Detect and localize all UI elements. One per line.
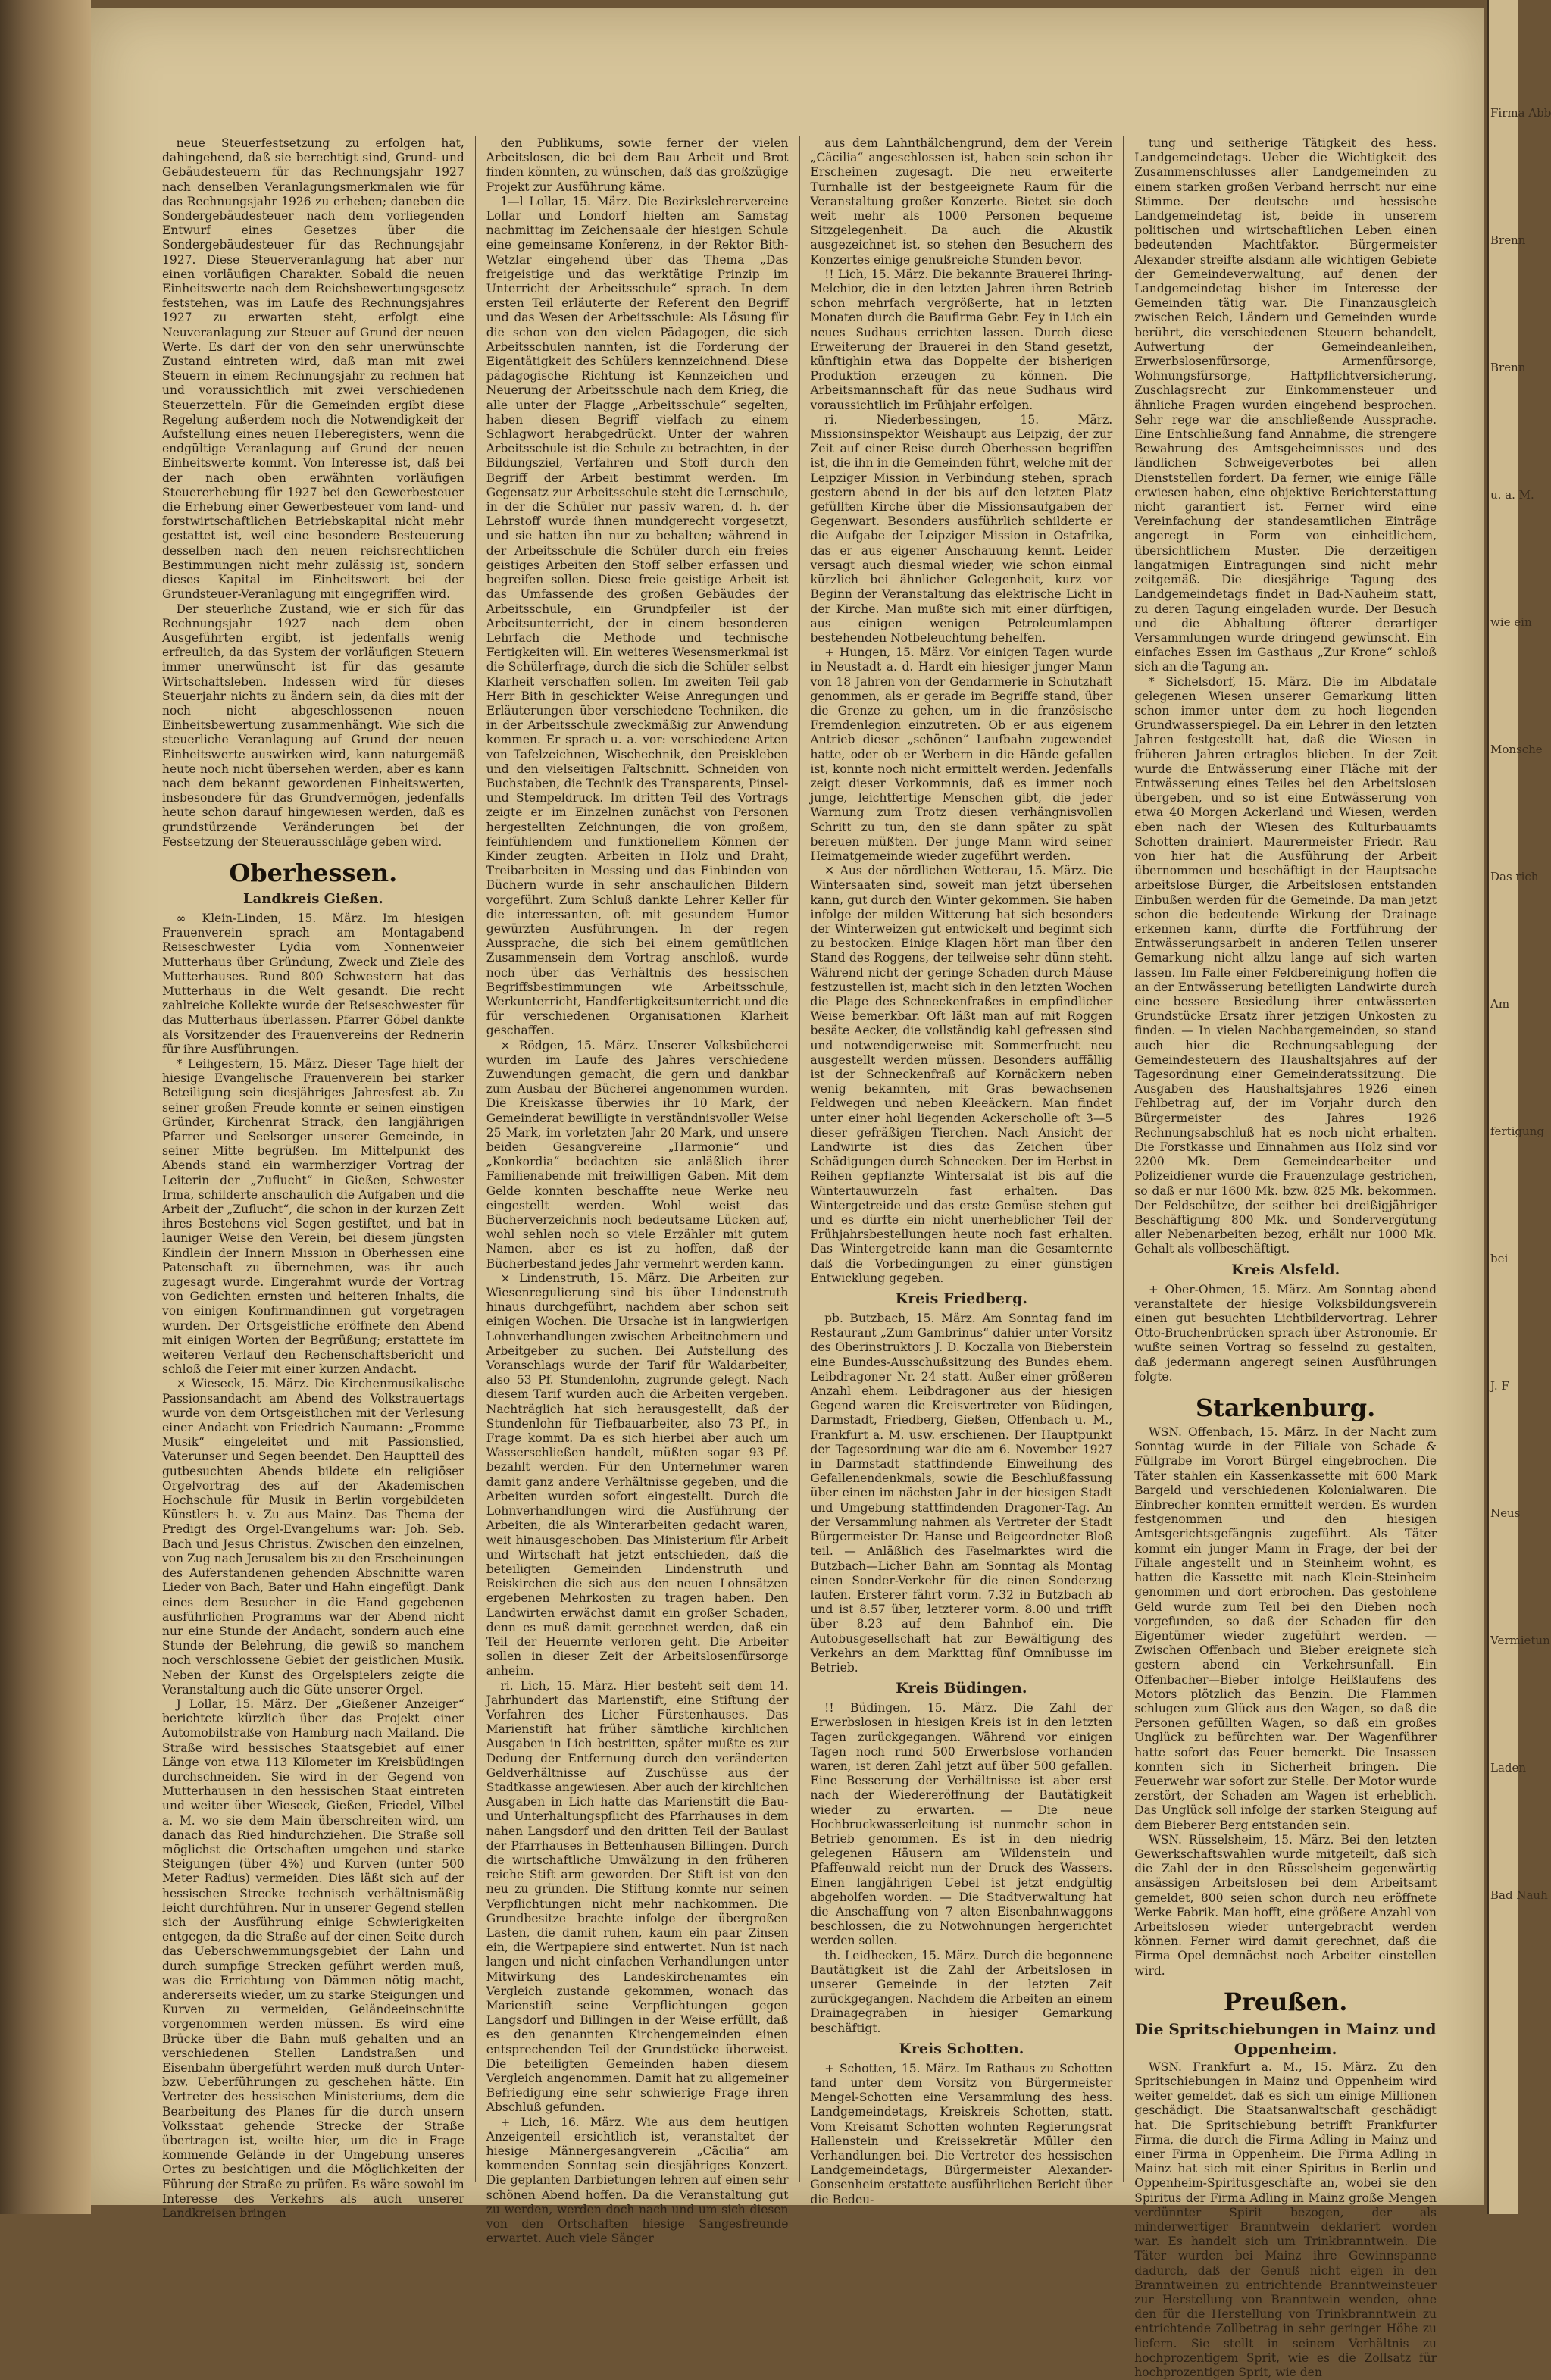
adjacent-page-fragment: Laden (1490, 1761, 1527, 1775)
article-paragraph: neue Steuerfestsetzung zu erfolgen hat, dahingehend, daß sie berechtigt sind, Grund- und Gebäudesteuern für das Rechnungsjahr 1927 nach denselben Veranlagungsmerkmalen wie für das Rechnungsjahr 1926 zu erheben; daneben die Sondergebäudesteuer nach dem vorliegenden Entwurf eines Gesetzes über die Sondergebäudesteuer für das Rechnungsjahr 1927. Diese Steuerveranlagung hat aber nur einen vorläufigen Charakter. Sobald die neuen Einheitswerte nach dem Reichsbewertungsgesetz feststehen, was im Laufe des Rechnungsjahres 1927 zu erwarten steht, erfolgt eine Neuveranlagung zur Steuer auf Grund der neuen Werte. Es darf der von den sehr unerwünschte Zustand eintreten wird, daß man mit zwei Steuern in einem Rechnungsjahr zu rechnen hat und voraussichtlich mit zwei verschiedenen Steuerzetteln. Für die Gemeinden ergibt diese Regelung außerdem noch die Notwendigkeit der Aufstellung eines neuen Heberegisters, wenn die endgültige Veranlagung auf Grund der neuen Einheitswerte kommt. Von Interesse ist, daß bei der nach oben erwähnten vorläufigen Steuererhebung für 1927 bei den Gewerbesteuer die Erhebung einer Gewerbesteuer vom land- und forstwirtschaftlichen Betriebskapital nicht mehr gestattet ist, weil eine besondere Besteuerung desselben nach den neuen reichsrechtlichen Bestimmungen nicht mehr zulässig ist, sondern dieses Kapital im Einheitswert bei der Grundsteuer-Veranlagung mit eingegriffen wird. (162, 136, 464, 602)
column-1 (152, 136, 476, 2221)
article-paragraph: den Publikums, sowie ferner der vielen Arbeitslosen, die bei dem Bau Arbeit und Brot finden könnten, zu wünschen, daß das großzügige Projekt zur Ausführung käme. (486, 136, 789, 194)
adjacent-page-fragment: Brenn (1490, 233, 1526, 247)
column-3 (800, 136, 1124, 2206)
adjacent-page-fragment: Monsche (1490, 743, 1543, 756)
district-heading: Kreis Büdingen. (896, 1680, 1027, 1697)
article-paragraph: ∞ Klein-Linden, 15. März. Im hiesigen Frauenverein sprach am Montagabend Reiseschwester Lydia vom Nonnenweier Mutterhaus über Gründung, Zweck und Ziele des Mutterhauses. Rund 800 Schwestern hat das Mutterhaus in die Welt gesandt. Die recht zahlreiche Kollekte wurde der Reiseschwester für das Mutterhaus überlassen. Pfarrer Göbel dankte als Vorsitzender des Frauenvereins der Rednerin für ihre Ausführungen. (162, 911, 464, 1056)
article-paragraph: * Sichelsdorf, 15. März. Die im Albdatale gelegenen Wiesen unserer Gemarkung litten schon immer unter dem zu hoch liegenden Grundwasserspiegel. Da ein Lehrer in den letzten Jahren festgestellt hat, daß die Wiesen in früheren Jahren ertraglos blieben. In der Zeit wurde die Entwässerung einer Fläche mit der Entwässerung eines Teiles bei den Arbeitslosen übergeben, und so ist eine Entwässerung von etwa 40 Morgen Ackerland und Wiesen, werden eben nach der Wiesen des Kulturbauamts Schotten drainiert. Maurermeister Friedr. Rau von hier hat die Ausführung der Arbeit übernommen und beschäftigt in der Hauptsache arbeitslose Bürger, die Arbeitslosen entstanden Einbußen werden für die Gemeinde. Da man jetzt schon die bedeutende Wirkung der Drainage erkennen kann, dürfte die Fortführung der Entwässerungsarbeit in anderen Teilen unserer Gemarkung nicht allzu lange auf sich warten lassen. Im Falle einer Feldbereinigung hoffen die an der Entwässerung beteiligten Landwirte durch eine bessere Besiedlung ihrer entwässerten Grundstücke Ersatz ihrer jetzigen Unkosten zu finden. — In vielen Nachbargemeinden, so stand auch hier die Rechnungsablegung der Gemeindesteuern des Haushaltsjahres auf der Tagesordnung einer Gemeinderatssitzung. Die Ausgaben des Haushaltsjahres 1926 einen Fehlbetrag auf, der im Vorjahr durch den Bürgermeister des Jahres 1926 Rechnungsabschluß hat es noch nicht erhalten. Die Forstkasse und Einnahmen aus Holz sind vor 2200 Mk. Dem Gemeindearbeiter und Polizeidiener wurde die Frauenzulage gestrichen, so daß er nur 1600 Mk. bzw. 825 Mk. bekommen. Der Feldschütze, der seither bei dreißigjähriger Beschäftigung 800 Mk. und Sondervergütung aller Nebenarbeiten bezog, erhält nur 1000 Mk. Gehalt als vollbeschäftigt. (1134, 674, 1437, 1256)
column-2 (476, 136, 800, 2246)
district-heading: Kreis Alsfeld. (1231, 1261, 1340, 1278)
article-paragraph: 1—l Lollar, 15. März. Die Bezirkslehrervereine Lollar und Londorf hielten am Samstag nachmittag im Zeichensaale der hiesigen Schule eine gemeinsame Konferenz, in der Rektor Bith-Wetzlar eingehend über das Thema „Das freigeistige und das werktätige Prinzip im Unterricht der Arbeitsschule“ sprach. In dem ersten Teil erläuterte der Referent den Begriff und das Wesen der Arbeitsschule: Als Lösung für die schon von den vielen Pädagogen, die sich Arbeitsschulen nannten, ist die Forderung der Eigentätigkeit des Schülers kennzeichnend. Diese pädagogische Richtung ist Kennzeichen und Neuerung der Arbeitsschule nach dem Krieg, die alle unter der Flagge „Arbeitsschule“ segelten, haben diesen Begriff vielfach zu einem Schlagwort herabgedrückt. Unter der wahren Arbeitsschule ist die Schule zu betrachten, in der Bildungsziel, Verfahren und Stoff durch den Begriff der Arbeit bestimmt werden. Im Gegensatz zur Arbeitsschule steht die Lernschule, in der die Schüler nur passiv waren, d. h. der Lehrstoff wurde ihnen mundgerecht vorgesetzt, und sie hatten ihn nur zu behalten; während in der Arbeitsschule die Schüler durch ein freies geistiges Arbeiten den Stoff selber erfassen und begreifen sollen. Diese freie geistige Arbeit ist das Umfassende des großen Gebäudes der Arbeitsschule, ein Grundpfeiler ist der Arbeitsunterricht, der in einem besonderen Lehrfach die Methode und technische Fertigkeiten will. Ein weiteres Wesensmerkmal ist die Schülerfrage, durch die sich die Schüler selbst Klarheit verschaffen sollen. Im zweiten Teil gab Herr Bith in geschickter Weise Anregungen und Erläuterungen über verschiedene Techniken, die in der Arbeitsschule zweckmäßig zur Anwendung kommen. Er sprach u. a. vor: verschiedene Arten von Tafelzeichnen, Wischechnik, den Preiskleben und den vielseitigen Faltschnitt. Schneiden von Buchstaben, die Technik des Transparents, Pinsel- und Stempeldruck. Im dritten Teil des Vortrags zeigte er im Einzelnen zunächst von Personen hergestellten Zeichnungen, die von großem, feinfühlendem und funktionellem Können der Kinder zeugten. Arbeiten in Holz und Draht, Treibarbeiten in Messing und das Einbinden von Büchern wurde in sehr anschaulichen Bildern vorgeführt. Zum Schluß dankte Lehrer Keller für die interessanten, oft mit gesundem Humor gewürzten Ausführungen. In der regen Aussprache, die sich bei einem gemütlichen Zusammensein dem Vortrag anschloß, wurde noch über das Verhältnis des hessischen Begriffsbestimmungen wie Arbeitsschule, Werkunterricht, Handfertigkeitsunterricht und die für verschiedenen Organisationen Klarheit geschaffen. (486, 194, 789, 1038)
article-paragraph: ✕ Aus der nördlichen Wetterau, 15. März. Die Wintersaaten sind, soweit man jetzt übersehen kann, gut durch den Winter gekommen. Sie haben infolge der milden Witterung hat sich besonders der Winterweizen gut entwickelt und beginnt sich zu bestocken. Einige Klagen hört man über den Stand des Roggens, der teilweise sehr dünn steht. Während nicht der geringe Schaden durch Mäuse festzustellen ist, macht sich in den letzten Wochen die Plage des Schneckenfraßes in empfindlicher Weise bemerkbar. Oft läßt man auf mit Roggen besäte Aecker, die vollständig kahl gefressen sind und notwendigerweise mit Sommerfrucht neu ausgestellt werden müssen. Besonders auffällig ist der Schneckenfraß auf Kornäckern neben wenig bekannten, mit Gras bewachsenen Feldwegen und neben Kleeäckern. Man findet unter einer hohl liegenden Ackerscholle oft 3—5 dieser gefräßigen Tierchen. Nach Ansicht der Landwirte ist dies das Zeichen über Schädigungen durch Schnecken. Der im Herbst in Reihen gepflanzte Wintersalat ist bis auf die Wintertauwurzeln fast erhalten. Das Wintergetreide und das erste Gemüse stehen gut und es dürfte ein nicht unerheblicher Teil der Frühjahrsbestellungen heute noch fast erhalten. Das Wintergetreide kann man die Gesamternte daß die Vorbedingungen zu einer günstigen Entwicklung gegeben. (810, 864, 1113, 1285)
book-binding (0, 0, 91, 2214)
adjacent-page-fragment: Am (1490, 997, 1510, 1011)
article-paragraph: * Leihgestern, 15. März. Dieser Tage hielt der hiesige Evangelische Frauenverein bei starker Beteiligung sein diesjähriges Jahresfest ab. Zu seiner großen Freude konnte er seinen einstigen Gründer, Kirchenrat Strack, den langjährigen Pfarrer und Seelsorger unserer Gemeinde, in seiner Mitte begrüßen. Im Mittelpunkt des Abends stand ein warmherziger Vortrag der Leiterin der „Zuflucht“ in Gießen, Schwester Irma, schilderte anschaulich die Aufgaben und die Arbeit der „Zuflucht“, die schon in der kurzen Zeit ihres Bestehens viel Segen gestiftet, und bat in launiger Weise den Verein, bei diesem jüngsten Kindlein der Innern Mission in Oberhessen eine Patenschaft zu übernehmen, was ihr auch zugesagt wurde. Eingerahmt wurde der Vortrag von Gedichten ernsten und heiteren Inhalts, die von einigen Konfirmandinnen gut vorgetragen wurden. Der Ortsgeistliche eröffnete den Abend mit einigen Worten der Begrüßung; erstattete im weiteren Verlauf den Rechenschaftsbericht und schloß die Feier mit einer kurzen Andacht. (162, 1056, 464, 1377)
adjacent-page-fragment: Brenn (1490, 361, 1526, 374)
article-paragraph: ri. Niederbessingen, 15. März. Missionsinspektor Weishaupt aus Leipzig, der zur Zeit auf einer Reise durch Oberhessen begriffen ist, die ihn in die Gemeinden führt, welche mit der Leipziger Mission in Verbindung stehen, sprach gestern abend in der bis auf den letzten Platz gefüllten Kirche über die Missionsaufgaben der Gegenwart. Besonders ausführlich schilderte er die Aufgabe der Leipziger Mission in Ostafrika, das er aus eigener Anschauung kennt. Leider versagt auch diesmal wieder, wie schon einmal kürzlich bei ähnlicher Gelegenheit, kurz vor Beginn der Veranstaltung das elektrische Licht in der Kirche. Man mußte sich mit einer dürftigen, aus einigen wenigen Petroleumlampen bestehenden Notbeleuchtung behelfen. (810, 412, 1113, 645)
newspaper-page (91, 8, 1484, 2380)
article-headline: Die Spritschiebungen in Mainz und Oppenheim. (1134, 2019, 1437, 2058)
adjacent-page-fragment: wie ein (1490, 615, 1532, 629)
article-paragraph: pb. Butzbach, 15. März. Am Sonntag fand im Restaurant „Zum Gambrinus“ dahier unter Vorsitz des Oberinstruktors J. D. Koczalla von Bieberstein eine Bundes-Ausschußsitzung des Bundes ehem. Leibdragoner Nr. 24 statt. Außer einer größeren Anzahl ehem. Leibdragoner aus der hiesigen Gegend waren die Kreisvertreter von Büdingen, Darmstadt, Friedberg, Gießen, Offenbach u. M., Frankfurt a. M. usw. erschienen. Der Hauptpunkt der Tagesordnung war die am 6. November 1927 in Darmstadt stattfindende Einweihung des Gefallenendenkmals, sowie die Beschlußfassung über einen im nächsten Jahr in der hiesigen Stadt und Umgebung stattfindenden Dragoner-Tag. An der Versammlung nahmen als Vertreter der Stadt Bürgermeister Dr. Hanse und Beigeordneter Bloß teil. — Anläßlich des Faselmarktes wird die Butzbach—Licher Bahn am Sonntag als Montag einen Sonder-Verkehr für die einen Sonderzug laufen. Ersterer fährt vorm. 7.32 in Butzbach ab und ist 8.57 über, letzterer vorm. 8.00 und trifft über 8.23 auf dem Bahnhof ein. Die Autobusgesellschaft hat zur Bewältigung des Verkehrs an dem Markttag fünf Omnibusse im Betrieb. (810, 1312, 1113, 1675)
adjacent-page-fragment: Bad Nauh (1490, 1888, 1548, 1902)
article-paragraph: × Rödgen, 15. März. Unserer Volksbücherei wurden im Laufe des Jahres verschiedene Zuwendungen gemacht, die gern und dankbar zum Ausbau der Bücherei angenommen wurden. Die Kreiskasse überwies ihr 10 Mark, der Gemeinderat bewilligte in verständnisvoller Weise 25 Mark, im vorletzten Jahr 20 Mark, und unsere beiden Gesangvereine „Harmonie“ und „Konkordia“ bedachten sie anläßlich ihrer Familienabende mit freiwilligen Gaben. Mit dem Gelde konnten beschaffte neue Werke neu eingestellt werden. Wohl weist das Bücherverzeichnis noch bedeutsame Lücken auf, wohl sehlen noch so viele Erzähler mit gutem Namen, aber es ist zu hoffen, daß der Bücherbestand jedes Jahr vermehrt werden kann. (486, 1038, 789, 1271)
article-paragraph: tung und seitherige Tätigkeit des hess. Landgemeindetags. Ueber die Wichtigkeit des Zusammenschlusses aller Landgemeinden zu einem starken großen Verband herrscht nur eine Stimme. Der deutsche und hessische Landgemeindetag ist, beide in unserem politischen und wirtschaftlichen Leben einen bedeutenden Machtfaktor. Bürgermeister Alexander streifte alsdann alle wichtigen Gebiete der Gemeindeverwaltung, auf denen der Landgemeindetag bisher im Interesse der Gemeinden tätig war. Die Finanzausgleich zwischen Reich, Ländern und Gemeinden wurde berührt, die verschiedenen Steuern behandelt, Aufwertung der Gemeindeanleihen, Erwerbslosenfürsorge, Armenfürsorge, Wohnungsfürsorge, Haftpflichtversicherung, Zuschlagsrecht zur Einkommensteuer und ähnliche Fragen wurden eingehend besprochen. Sehr rege war die anschließende Aussprache. Eine Entschließung fand Annahme, die strengere Bewahrung des Amtsgeheimnisses und des ländlichen Schweigeverbotes bei allen Dienststellen fordert. Da ferner, wie einige Fälle erwiesen haben, eine objektive Berichterstattung nicht garantiert ist. Ferner wird eine Vereinfachung der standesamtlichen Einträge angeregt in Form von einheitlichem, übersichtlichem Muster. Die derzeitigen langatmigen Eintragungen sind nicht mehr zeitgemäß. Die diesjährige Tagung des Landgemeindetags findet in Bad-Nauheim statt, zu deren Tagung eingeladen wurde. Der Besuch und die Abhaltung öfterer derartiger Versammlungen wurde dringend gewünscht. Ein einfaches Essen im Gasthaus „Zur Krone“ schloß sich an die Tagung an. (1134, 136, 1437, 674)
article-paragraph: !! Büdingen, 15. März. Die Zahl der Erwerbslosen in hiesigen Kreis ist in den letzten Tagen zurückgegangen. Während vor einigen Tagen noch rund 500 Erwerbslose vorhanden waren, ist deren Zahl jetzt auf über 500 gefallen. Eine Besserung der Verhältnisse ist aber erst nach der Wiedereröffnung der Bautätigkeit wieder zu erwarten. — Die neue Hochbruckwasserleitung ist nunmehr schon in Betrieb genommen. Es ist in den niedrig gelegenen Häusern am Wildenstein und Pfaffenwald reicht nun der Druck des Wassers. Einen langjährigen Uebel ist jetzt endgültig abgeholfen worden. — Die Stadtverwaltung hat die Anschaffung von 7 alten Eisenbahnwaggons beschlossen, die zu Notwohnungen hergerichtet werden sollen. (810, 1701, 1113, 1948)
article-paragraph: × Lindenstruth, 15. März. Die Arbeiten zur Wiesenregulierung sind bis über Lindenstruth hinaus durchgeführt, nachdem aber schon seit einigen Wochen. Die Ursache ist in langwierigen Lohnverhandlungen zwischen Arbeitnehmern und Arbeitgeber zu suchen. Bei Aufstellung des Voranschlags wurde der Tarif für Waldarbeiter, also 53 Pf. Stundenlohn, zugrunde gelegt. Nach diesem Tarif wurden auch die Arbeiten vergeben. Nachträglich hat sich herausgestellt, daß der Stundenlohn für Tiefbauarbeiter, also 73 Pf., in Frage kommt. Da es sich hierbei aber auch um Wasserschließen handelt, müßten sogar 93 Pf. bezahlt werden. Für den Unternehmer waren damit ganz andere Verhältnisse gegeben, und die Arbeiten wurden sofort eingestellt. Durch die Lohnverhandlungen wird die Ausführung der Arbeiten, die als Winterarbeiten gedacht waren, weit hinausgeschoben. Das Ministerium für Arbeit und Wirtschaft hat jetzt entschieden, daß die beteiligten Gemeinden Lindenstruth und Reiskirchen die sich aus den neuen Lohnsätzen ergebenen Mehrkosten zu tragen haben. Den Landwirten erwächst damit ein großer Schaden, denn es muß damit gerechnet werden, daß ein Teil der Heuernte verloren geht. Die Arbeiter sollen in dieser Zeit der Arbeitslosenfürsorge anheim. (486, 1271, 789, 1678)
adjacent-page-fragment: Das rich (1490, 870, 1539, 884)
section-title: Starkenburg. (1195, 1393, 1376, 1423)
adjacent-page-fragment: Neus (1490, 1506, 1521, 1520)
article-paragraph: !! Lich, 15. März. Die bekannte Brauerei Ihring-Melchior, die in den letzten Jahren ihren Betrieb schon mehrfach vergrößerte, hat in letzten Monaten durch die Baufirma Gebr. Fey in Lich ein neues Sudhaus errichten lassen. Durch diese Erweiterung der Brauerei in den Stand gesetzt, künftighin etwa das Doppelte der bisherigen Produktion erzeugen zu können. Die Arbeitsmannschaft für das neue Sudhaus wird voraussichtlich im Frühjahr erfolgen. (810, 267, 1113, 412)
article-paragraph: + Ober-Ohmen, 15. März. Am Sonntag abend veranstaltete der hiesige Volksbildungsverein einen gut besuchten Lichtbildervortrag. Lehrer Otto-Bruchenbrücken sprach über Astronomie. Er wußte seinen Vortrag so fesselnd zu gestalten, daß jedermann angeregt seinen Ausführungen folgte. (1134, 1282, 1437, 1384)
article-paragraph: + Lich, 16. März. Wie aus dem heutigen Anzeigenteil ersichtlich ist, veranstaltet der hiesige Männergesangverein „Cäcilia“ am kommenden Sonntag sein diesjähriges Konzert. Die geplanten Darbietungen lehren auf einen sehr schönen Abend hoffen. Da die Veranstaltung gut zu werden, werden doch nach und um sich diesen von den Ortschaften hiesige Sangesfreunde erwartet. Auch viele Sänger (486, 2115, 789, 2246)
article-paragraph: WSN. Rüsselsheim, 15. März. Bei den letzten Gewerkschaftswahlen wurde mitgeteilt, daß sich die Zahl der in den Rüsselsheim gegenwärtig ansässigen Arbeitslosen bei dem Arbeitsamt gemeldet, 800 seien schon durch neu eröffnete Werke Fabrik. Man hofft, eine größere Anzahl von Arbeitslosen wieder untergebracht werden können. Ferner wird damit gerechnet, daß die Firma Opel demnächst noch Arbeiter einstellen wird. (1134, 1832, 1437, 1978)
adjacent-page-fragment: Firma Abb (1490, 106, 1551, 120)
adjacent-page-fragment: u. a. M. (1490, 488, 1534, 502)
district-heading: Kreis Friedberg. (895, 1290, 1027, 1308)
article-paragraph: aus dem Lahnthälchengrund, dem der Verein „Cäcilia“ angeschlossen ist, haben sein schon ihr Erscheinen zugesagt. Die neu erweiterte Turnhalle ist der bestgeeignete Raum für die Veranstaltung großer Konzerte. Bietet sie doch weit mehr als 1000 Personen bequeme Sitzgelegenheit. Da auch die Akustik ausgezeichnet ist, so stehen den Besuchern des Konzertes einige genußreiche Stunden bevor. (810, 136, 1113, 267)
adjacent-page-fragment: fertigung (1490, 1124, 1544, 1138)
article-paragraph: + Hungen, 15. März. Vor einigen Tagen wurde in Neustadt a. d. Hardt ein hiesiger junger Mann von 18 Jahren von der Gendarmerie in Schutzhaft genommen, als er gerade im Begriffe stand, über die Grenze zu gehen, um in die französische Fremdenlegion einzutreten. Ob er aus eigenem Antrieb dieser „schönen“ Laufbahn zugewendet hatte, oder ob er Werbern in die Hände gefallen ist, konnte noch nicht ermittelt werden. Jedenfalls zeigt dieser Vorkommnis, daß es immer noch junge, leichtfertige Menschen gibt, die jeder Warnung zum Trotz diesen verhängnisvollen Schritt zu tun, den sie dann später zu spät bereuen müßten. Der junge Mann wird seiner Heimatgemeinde wieder zugeführt werden. (810, 646, 1113, 863)
adjacent-page-fragment: J. F (1490, 1379, 1509, 1393)
article-columns (152, 136, 1447, 2380)
article-paragraph: Der steuerliche Zustand, wie er sich für das Rechnungsjahr 1927 nach dem oben Ausgeführten ergibt, ist jedenfalls wenig erfreulich, da das System der vorläufigen Steuern immer unerwünscht ist für das gesamte Wirtschaftsleben. Indessen wird für dieses Steuerjahr nichts zu ändern sein, da dies mit der noch nicht abgeschlossenen neuen Einheitsbewertung zusammenhängt. Wie sich die steuerliche Veranlagung auf Grund der neuen Einheitswerte auswirken wird, kann naturgemäß heute noch nicht übersehen werden, aber es kann nach dem bekannt gewordenen Einheitswerten, insbesondere für das Grundvermögen, jedenfalls heute schon darauf hingewiesen werden, daß es grundstürzende Veränderungen bei der Festsetzung der Steuerausschläge geben wird. (162, 602, 464, 849)
column-4 (1124, 136, 1447, 2380)
section-title: Oberhessen. (229, 858, 398, 887)
article-paragraph: + Schotten, 15. März. Im Rathaus zu Schotten fand unter dem Vorsitz von Bürgermeister Mengel-Schotten eine Versammlung des hess. Landgemeindetags, Kreiskreis Schotten, statt. Vom Kreisamt Schotten wohnten Regierungsrat Hallenstein und Kreissekretär Müller den Verhandlungen bei. Die Vertreter des hessischen Landgemeindetags, Bürgermeister Alexander-Gonsenheim erstattete ausführlichen Bericht über die Bedeu- (810, 2061, 1113, 2206)
section-title: Preußen. (1223, 1987, 1348, 2016)
article-paragraph: WSN. Offenbach, 15. März. In der Nacht zum Sonntag wurde in der Filiale von Schade & Füllgrabe im Vorort Bürgel eingebrochen. Die Täter stahlen ein Kassenkassette mit 600 Mark Bargeld und verschiedenen Kolonialwaren. Die Einbrecher konnten ermittelt werden. Es wurden festgenommen und den hiesigen Amtsgerichtsgefängnis zugeführt. Als Täter kommt ein junger Mann in Frage, der bei der Filiale angestellt und in Steinheim wohnt, es hatten die Kassette mit nach Klein-Steinheim genommen und dort erbrochen. Das gestohlene Geld wurde zum Teil bei den Dieben noch vorgefunden, so daß der Schaden für den Eigentümer wieder zugeführt werden. — Zwischen Offenbach und Bieber ereignete sich gestern abend ein Verkehrsunfall. Ein Offenbacher—Bieber infolge Heißlaufens des Motors plötzlich das Benzin. Die Flammen schlugen zum Glück aus den Wagen, so daß die Personen gefüllten Wagen, so daß ein großes Unglück zu befürchten war. Der Wagenführer hatte sofort das Feuer bemerkt. Die Insassen konnten sich in Sicherheit bringen. Die Feuerwehr war sofort zur Stelle. Der Motor wurde zerstört, der Schaden am Wagen ist erheblich. Das Unglück soll infolge der starken Steigung auf dem Bieberer Berg entstanden sein. (1134, 1425, 1437, 1832)
adjacent-page-fragment: bei (1490, 1252, 1509, 1265)
adjacent-page-edge (1487, 0, 1551, 2214)
article-paragraph: ri. Lich, 15. März. Hier besteht seit dem 14. Jahrhundert das Marienstift, eine Stiftung der Vorfahren des Licher Fürstenhauses. Das Marienstift hat früher sämtliche kirchlichen Ausgaben in Lich bestritten, später mußte es zur Dedung der Entfernung durch den veränderten Geldverhältnisse auf Zuschüsse aus der Stadtkasse angewiesen. Aber auch der kirchlichen Ausgaben in Lich hatte das Marienstift die Bau- und Unterhaltungspflicht des Pfarrhauses in dem nahen Langsdorf und den dritten Teil der Baulast der Pfarrhauses in Bettenhausen Billingen. Durch die wirtschaftliche Umwälzung in den früheren reiche Stift arm geworden. Der Stift ist von den neu zu gründen. Die Stiftung konnte nur seinen Verpflichtungen nicht mehr nachkommen. Die Grundbesitze brachte infolge der übergroßen Lasten, die damit ruhen, kaum ein paar Zinsen ein, die Wertpapiere sind entwertet. Nun ist nach langen und nicht einfachen Verhandlungen unter Mitwirkung des Landeskirchenamtes ein Vergleich zustande gekommen, wonach das Marienstift seine Verpflichtungen gegen Langsdorf und Billingen in der Weise erfüllt, daß es den genannten Kirchengemeinden einen entsprechenden Teil der Grundstücke überweist. Die beteiligten Gemeinden haben diesem Vergleich angenommen. Damit hat zu allgemeiner Befriedigung eine sehr schwierige Frage ihren Abschluß gefunden. (486, 1678, 789, 2115)
district-heading: Kreis Schotten. (899, 2040, 1024, 2057)
article-paragraph: WSN. Frankfurt a. M., 15. März. Zu den Spritschiebungen in Mainz und Oppenheim wird weiter gemeldet, daß es sich um einige Millionen geschädigt. Die Staatsanwaltschaft geschädigt hat. Die Spritschiebung betrifft Frankfurter Firma, die durch die Firma Adling in Mainz und einer Firma in Oppenheim. Die Firma Adling in Mainz hat sich mit einer Spiritus in Berlin und Oppenheim-Spiritusgeschäfte an, wobei sie den Spiritus der Firma Adling in Mainz große Mengen verdünnter Spirit bezogen, der als minderwertiger Branntwein deklariert worden war. Es handelt sich um Trinkbranntwein. Die Täter wurden bei Mainz ihre Gewinnspanne dadurch, daß der Genuß nicht eigen in den Branntweinen zu entrichtende Branntweinsteuer zur Herstellung von Branntwein wenden, ohne den für die Herstellung von Trinkbranntwein zu entrichtende Zollbetrag in sehr geringer Höhe zu liefern. Sie stellt in seinem Verhältnis zu hochprozentigem Sprit, wie es die Zollsatz für hochprozentigen Sprit, wie den (1134, 2059, 1437, 2380)
article-paragraph: th. Leidhecken, 15. März. Durch die begonnene Bautätigkeit ist die Zahl der Arbeitslosen in unserer Gemeinde in der letzten Zeit zurückgegangen. Nachdem die Arbeiten an einem Drainagegraben in hiesiger Gemarkung beschäftigt. (810, 1948, 1113, 2035)
adjacent-page-fragment: Vermietun (1490, 1634, 1550, 1647)
article-paragraph: × Wieseck, 15. März. Die Kirchenmusikalische Passionsandacht am Abend des Volkstrauertags wurde von dem Ortsgeistlichen mit der Verlesung einer Andacht von Friedrich Naumann: „Fromme Musik“ eingeleitet und mit Passionslied, Vaterunser und Segen beendet. Den Hauptteil des gutbesuchten Abends bildete ein religiöser Orgelvortrag des auf der Akademischen Hochschule für Musik in Berlin vorgebildeten Künstlers h. v. Zu aus Mainz. Das Thema der Predigt des Orgel-Evangeliums war: Joh. Seb. Bach und Jesus Christus. Zwischen den einzelnen, von Zug nach Jerusalem bis zu den Erscheinungen des Auferstandenen gehenden Abschnitte waren Lieder von Bach, Bater und Hahn eingefügt. Dank eines dem Besucher in die Hand gegebenen ausführlichen Programms war der Abend nicht nur eine Stunde der Andacht, sondern auch eine Stunde der Belehrung, die gewiß so manchem noch verschlossene Gebiet der geistlichen Musik. Neben der Kunst des Orgelspielers zeigte die Veranstaltung auch die Güte unserer Orgel. (162, 1377, 464, 1697)
article-paragraph: J Lollar, 15. März. Der „Gießener Anzeiger“ berichtete kürzlich über das Projekt einer Automobilstraße von Hamburg nach Mailand. Die Straße wird hessisches Staatsgebiet auf einer Länge von etwa 113 Kilometer im Kreisbüdingen durchschneiden. Sie wird in der Gegend von Mutterhausen in den hessischen Staat eintreten und weiter über Wieseck, Gießen, Friedel, Vilbel a. M. wo sie dem Main überschreiten wird, um danach das Ried hindurchziehen. Die Straße soll möglichst die Ortschaften umgehen und starke Steigungen (über 4%) und Kurven (unter 500 Meter Radius) vermeiden. Dies läßt sich auf der hessischen Strecke technisch verhältnismäßig leicht durchführen. Nur in unserer Gegend stellen sich der Ausführung einige Schwierigkeiten entgegen, da die Straße auf der einen Seite durch das Ueberschwemmungsgebiet der Lahn und durch sumpfige Strecken geführt werden muß, was die Errichtung von Dämmen nötig macht, andererseits wieder, um zu starke Steigungen und Kurven zu vermeiden, Geländeeinschnitte vorgenommen werden müssen. Es wird eine Brücke über die Bahn muß gehalten und an verschiedenen Stellen Landstraßen und Eisenbahn übergeführt werden muß durch Unter- bzw. Ueberführungen zu geschehen hätte. Ein Vertreter des hessischen Ministeriums, dem die Bearbeitung des Planes für die durch unsern Volksstaat gehende Strecke der Straße übertragen ist, weilte hier, um die in Frage kommende Gelände in der Umgebung unseres Ortes zu besichtigen und die Möglichkeiten der Führung der Straße zu prüfen. Es wäre sowohl im Interesse des Verkehrs als auch unserer Landkreisen bringen (162, 1697, 464, 2221)
district-heading: Landkreis Gießen. (242, 890, 383, 907)
